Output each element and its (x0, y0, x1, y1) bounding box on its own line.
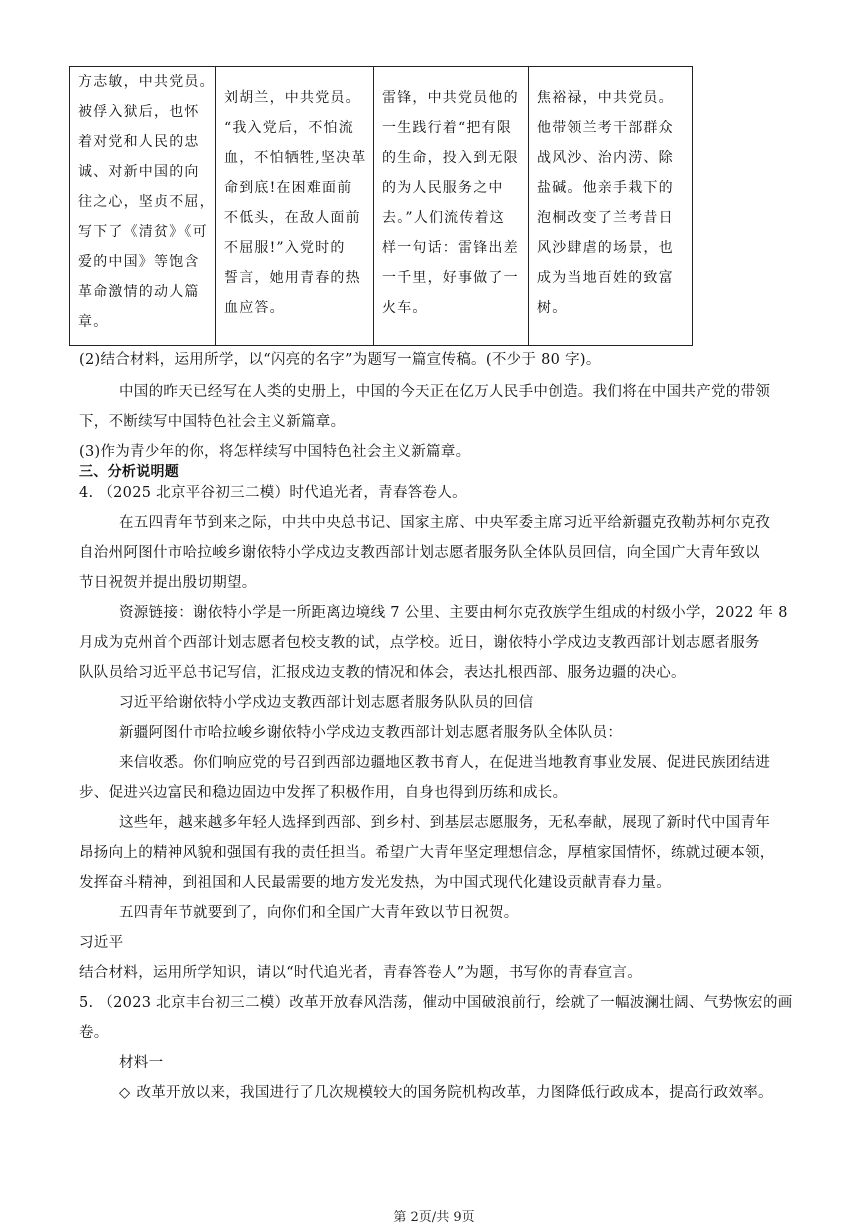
letter-signature: 习近平 (79, 935, 124, 951)
table-line: 焦裕禄，中共党员。 (537, 90, 674, 106)
table-line: 一生践行着“把有限 (382, 120, 512, 136)
table-line: 盐碱。他亲手栽下的 (537, 180, 674, 196)
letter-salutation: 新疆阿图什市哈拉峻乡谢依特小学戍边支教西部计划志愿者服务队全体队员： (119, 725, 623, 741)
table-line: “我入党后，不怕流 (224, 120, 354, 136)
material-1-text: 改革开放以来，我国进行了几次规模较大的国务院机构改革，力图降低行政成本，提高行政效率。 (136, 1085, 773, 1101)
table-line: 诚、对新中国的向 (78, 164, 200, 180)
heroes-table (69, 66, 693, 346)
table-line: 血应答。 (224, 300, 285, 316)
letter-p2-line1: 这些年，越来越多年轻人选择到西部、到乡村、到基层志愿服务，无私奉献，展现了新时代中国青年 (119, 815, 771, 831)
table-line: 的为人民服务之中 (382, 180, 504, 196)
question-5-line1: 5. （2023 北京丰台初三二模）改革开放春风浩荡，催动中国破浪前行，绘就了一幅波澜壮阔、气势恢宏的画 (79, 995, 793, 1011)
resource-link-line3: 队队员给习近平总书记写信，汇报戍边支教的情况和体会，表达扎根西部、服务边疆的决心。 (79, 665, 686, 681)
table-line: 去。”人们流传着这 (382, 210, 505, 226)
paragraph-4-line3: 节日祝贺并提出殷切期望。 (79, 575, 257, 591)
table-line: 的生命，投入到无限 (382, 150, 519, 166)
resource-link-line2: 月成为克州首个西部计划志愿者包校支教的试，点学校。近日，谢依特小学戍边支教西部计划志愿者服务 (79, 635, 760, 651)
table-line: 火车。 (382, 300, 428, 316)
question-5-line2: 卷。 (79, 1025, 109, 1041)
resource-link-line1: 资源链接：谢依特小学是一所距离边境线 7 公里、主要由柯尔克孜族学生组成的村级小学，2022 年 8 (119, 605, 788, 621)
table-line: 血，不怕牺牲,坚决革 (224, 150, 367, 166)
table-cell-liu-hulan (216, 67, 374, 346)
letter-p3: 五四青年节就要到了，向你们和全国广大青年致以节日祝贺。 (119, 905, 519, 921)
page-footer: 第 2页/共 9页 (393, 1210, 475, 1225)
table-cell-fang-zhimin (70, 67, 216, 346)
table-line: 风沙肆虐的场景，也 (537, 240, 674, 256)
section-heading: 三、分析说明题 (79, 464, 180, 480)
table-line: 刘胡兰，中共党员。 (224, 90, 361, 106)
paragraph-china-line1: 中国的昨天已经写在人类的史册上，中国的今天正在亿万人民手中创造。我们将在中国共产党的带领 (119, 384, 771, 400)
letter-title: 习近平给谢依特小学戍边支教西部计划志愿者服务队队员的回信 (119, 695, 534, 711)
table-line: 一千里，好事做了一 (382, 270, 519, 286)
question-2: (2)结合材料，运用所学，以“闪亮的名字”为题写一篇宣传稿。(不少于 80 字)。 (79, 352, 601, 368)
table-line: 被俘入狱后，也怀 (78, 104, 200, 120)
letter-p2-line2: 昂扬向上的精神风貌和强国有我的责任担当。希望广大青年坚定理想信念，厚植家国情怀，练就过硬本领， (79, 845, 775, 861)
table-line: 战风沙、治内涝、除 (537, 150, 674, 166)
letter-p1-line2: 步、促进兴边富民和稳边固边中发挥了积极作用，自身也得到历练和成长。 (79, 785, 568, 801)
table-cell-jiao-yulu (529, 67, 693, 346)
table-line: 革命激情的动人篇 (78, 284, 200, 300)
letter-p1-line1: 来信收悉。你们响应党的号召到西部边疆地区教书育人，在促进当地教育事业发展、促进民族团结进 (119, 755, 771, 771)
table-line: 树。 (537, 300, 568, 316)
table-line: 他带领兰考干部群众 (537, 120, 674, 136)
table-line: 样一句话：雷锋出差 (382, 240, 519, 256)
table-line: 不低头，在敌人面前 (224, 210, 361, 226)
question-3: (3)作为青少年的你，将怎样续写中国特色社会主义新篇章。 (79, 444, 471, 460)
question-4-task: 结合材料，运用所学知识，请以“时代追光者，青春答卷人”为题，书写你的青春宣言。 (79, 965, 643, 981)
table-cell-lei-feng (374, 67, 529, 346)
table-line: 命到底!在困难面前 (224, 180, 353, 196)
table-line: 不屈服!”入党时的 (224, 240, 346, 256)
paragraph-4-line2: 自治州阿图什市哈拉峻乡谢依特小学戍边支教西部计划志愿者服务队全体队员回信，向全国广大青年致以 (79, 545, 760, 561)
table-line: 成为当地百姓的致富 (537, 270, 674, 286)
table-line: 方志敏，中共党员。 (78, 74, 215, 90)
table-line: 泡桐改变了兰考昔日 (537, 210, 674, 226)
question-4: 4. （2025 北京平谷初三二模）时代追光者，青春答卷人。 (79, 485, 467, 501)
material-1-item (119, 1081, 773, 1102)
table-line: 着对党和人民的忠 (78, 134, 200, 150)
diamond-bullet-icon: ◇ (119, 1085, 131, 1101)
table-line: 章。 (78, 314, 109, 330)
material-1-label: 材料一 (119, 1055, 164, 1071)
table-line: 誓言，她用青春的热 (224, 270, 361, 286)
table-line: 爱的中国》等饱含 (78, 254, 200, 270)
letter-p2-line3: 发挥奋斗精神，到祖国和人民最需要的地方发光发热，为中国式现代化建设贡献青春力量。 (79, 875, 671, 891)
table-line: 雷锋，中共党员他的 (382, 90, 519, 106)
table-line: 往之心，坚贞不屈， (78, 194, 215, 210)
paragraph-4-line1: 在五四青年节到来之际，中共中央总书记、国家主席、中央军委主席习近平给新疆克孜勒苏柯尔克孜 (119, 515, 771, 531)
paragraph-china-line2: 下，不断续写中国特色社会主义新篇章。 (79, 414, 346, 430)
table-line: 写下了《清贫》《可 (78, 224, 208, 240)
